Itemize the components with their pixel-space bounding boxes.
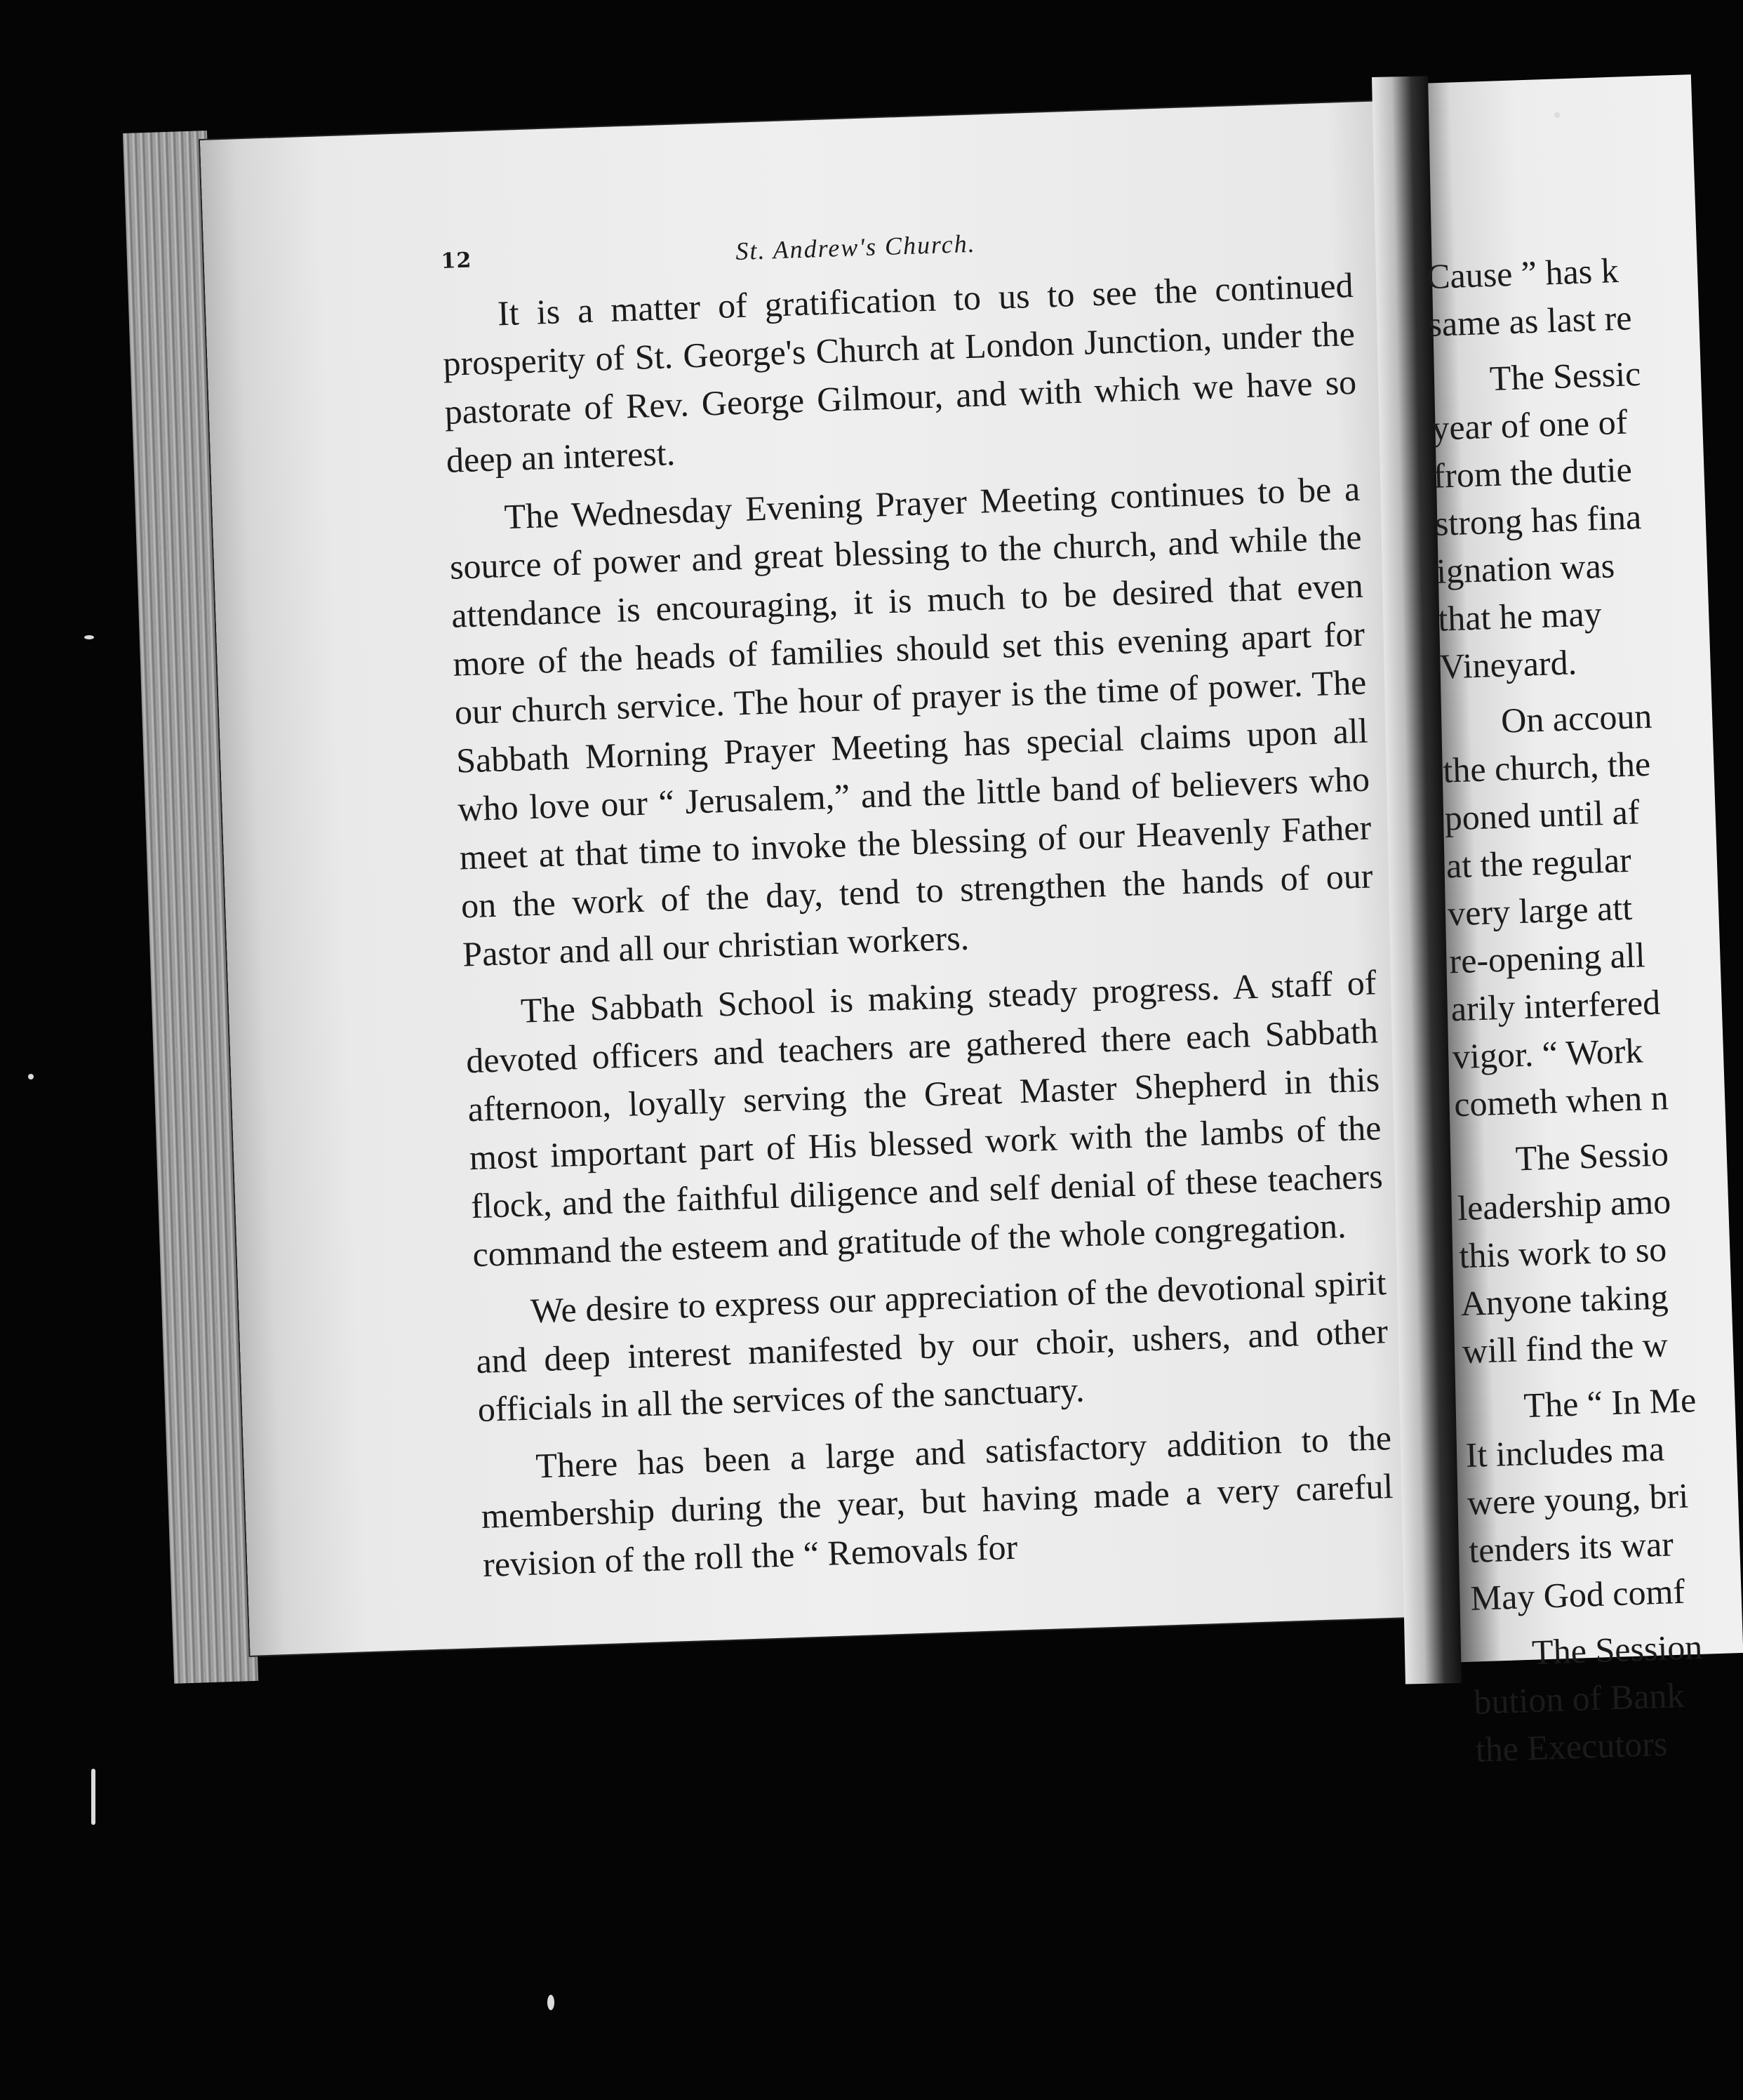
scan-speck <box>1554 112 1560 118</box>
paragraph-3-text: The Sabbath School is making steady progress. A staff of devoted officers and teachers are gathered there each Sabbath afternoon, loyally serving the Great Master Shepherd in this most important part of His blessed work with the lambs of the flock, and the faithful diligence and self denial of these teachers command the esteem and gratitude of the whole congregation. <box>465 962 1384 1275</box>
right-line: the Executors <box>1474 1723 1669 1769</box>
right-line: The “ In Me <box>1523 1380 1697 1426</box>
right-line: ignation was <box>1436 545 1615 591</box>
right-line: bution of Bank <box>1473 1675 1685 1722</box>
right-line: The Sessio <box>1514 1134 1669 1178</box>
right-line: May God comf <box>1469 1571 1685 1618</box>
right-line: vigor. “ Work <box>1452 1030 1644 1077</box>
paragraph-5-text: There has been a large and satisfactory addition to the membership during the year, but having made a very careful revision of the roll the “ Removals for <box>480 1417 1394 1584</box>
right-page-body <box>1426 244 1743 1773</box>
paragraph-2-text: The Wednesday Evening Prayer Meeting continues to be a source of power and great blessing to the church, and while the attendance is encouraging, it is much to be desired that even more of the heads of families should set this evening apart for our church service. The hour of prayer is the time of power. The Sabbath Morning Prayer Meeting has special claims upon all who love our “ Jerusalem,” and the little band of believers who meet at that time to invoke the blessing of our Heavenly Father on the work of the day, tend to strengthen the hands of our Pastor and all our christian workers. <box>449 468 1374 974</box>
right-line: arily interfered <box>1450 982 1661 1029</box>
scan-speck <box>28 1074 34 1079</box>
right-line: tenders its war <box>1468 1524 1674 1570</box>
paragraph-5 <box>479 1414 1395 1589</box>
paragraph-4-text: We desire to express our appreciation of the devotional spirit and deep interest manifested by our choir, ushers, and other officials in all the services of the sanctuary. <box>475 1263 1389 1430</box>
right-line: the church, the <box>1442 743 1651 790</box>
right-line: The Sessic <box>1489 353 1642 399</box>
right-line: On accoun <box>1500 696 1653 740</box>
right-line: leadership amo <box>1457 1181 1671 1228</box>
right-line: re-opening all <box>1448 935 1646 981</box>
paragraph-2 <box>448 465 1375 979</box>
right-line: at the regular <box>1445 839 1632 886</box>
running-title: St. Andrew's Church. <box>735 229 977 266</box>
paragraph-4 <box>474 1258 1390 1434</box>
right-line: Anyone taking <box>1460 1277 1669 1324</box>
right-line: The Session <box>1531 1627 1704 1673</box>
right-line: cometh when n <box>1453 1077 1669 1124</box>
right-line: same as last re <box>1427 298 1633 344</box>
right-line: Cause ” has k <box>1426 250 1620 296</box>
paragraph-3 <box>464 958 1385 1279</box>
paragraph-1 <box>441 261 1358 485</box>
right-line: from the dutie <box>1432 449 1633 496</box>
scan-speck <box>547 1995 554 2010</box>
right-line: were young, bri <box>1467 1475 1690 1523</box>
right-line: year of one of <box>1431 401 1629 448</box>
right-line: It includes ma <box>1464 1428 1665 1475</box>
right-line: will find the w <box>1461 1324 1669 1371</box>
page-number: 12 <box>441 248 472 274</box>
right-line: that he may <box>1437 593 1603 639</box>
paragraph-1-text: It is a matter of gratification to us to see the continued prosperity of St. George's Church at London Junction, under the pastorate of Rev. George Gilmour, and with which we have so deep an interest. <box>442 265 1357 480</box>
right-line: poned until af <box>1443 792 1641 838</box>
right-line: this work to so <box>1458 1229 1668 1276</box>
scan-speck <box>91 1769 95 1825</box>
right-line: Vineyard. <box>1438 642 1577 686</box>
right-line: strong has fina <box>1434 497 1642 543</box>
left-page-body <box>441 261 1396 1599</box>
scan-speck <box>84 635 94 639</box>
right-line: very large att <box>1447 887 1633 933</box>
